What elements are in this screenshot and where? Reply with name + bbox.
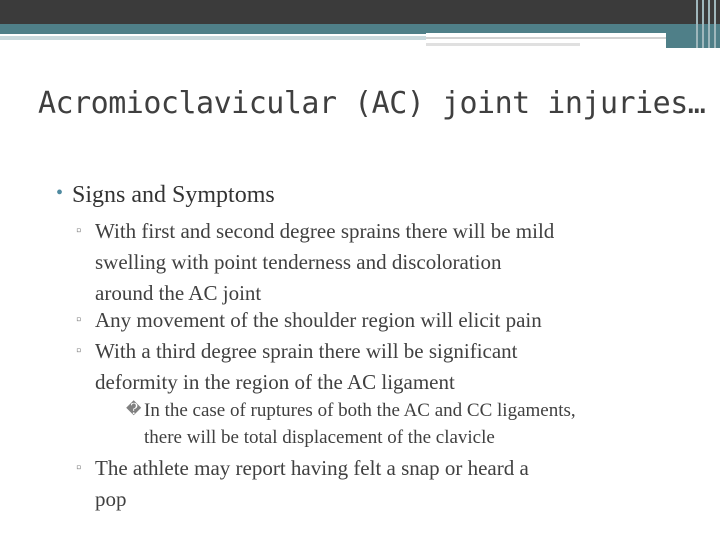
bullet-text: Signs and Symptoms (72, 182, 275, 208)
bullet-dot-icon: • (56, 182, 64, 204)
header-band (0, 0, 720, 48)
sub-bullet-text: Any movement of the shoulder region will elicit pain (95, 308, 542, 332)
header-corner-stripes (694, 0, 720, 48)
square-bullet-icon: ▫ (76, 223, 82, 239)
square-bullet-icon: ▫ (76, 312, 82, 328)
sub-bullet-text: With a third degree sprain there will be significant deformity in the region of the AC ligament (95, 339, 518, 394)
sub-sub-bullet-text: In the case of ruptures of both the AC and CC ligaments, there will be total displacement of the clavicle (144, 400, 576, 448)
sub-bullet-text: The athlete may report having felt a snap or heard a pop (95, 456, 529, 511)
sub-bullet-text: With first and second degree sprains there will be mild swelling with point tenderness and discoloration around the AC joint (95, 219, 555, 305)
header-dark-stripe (0, 0, 720, 24)
header-tab-line (426, 37, 666, 39)
slide-title: Acromioclavicular (AC) joint injuries… (38, 86, 706, 121)
missing-glyph-bullet-icon: � (126, 402, 142, 418)
square-bullet-icon: ▫ (76, 460, 82, 476)
square-bullet-icon: ▫ (76, 343, 82, 359)
header-tab-line (426, 43, 580, 46)
